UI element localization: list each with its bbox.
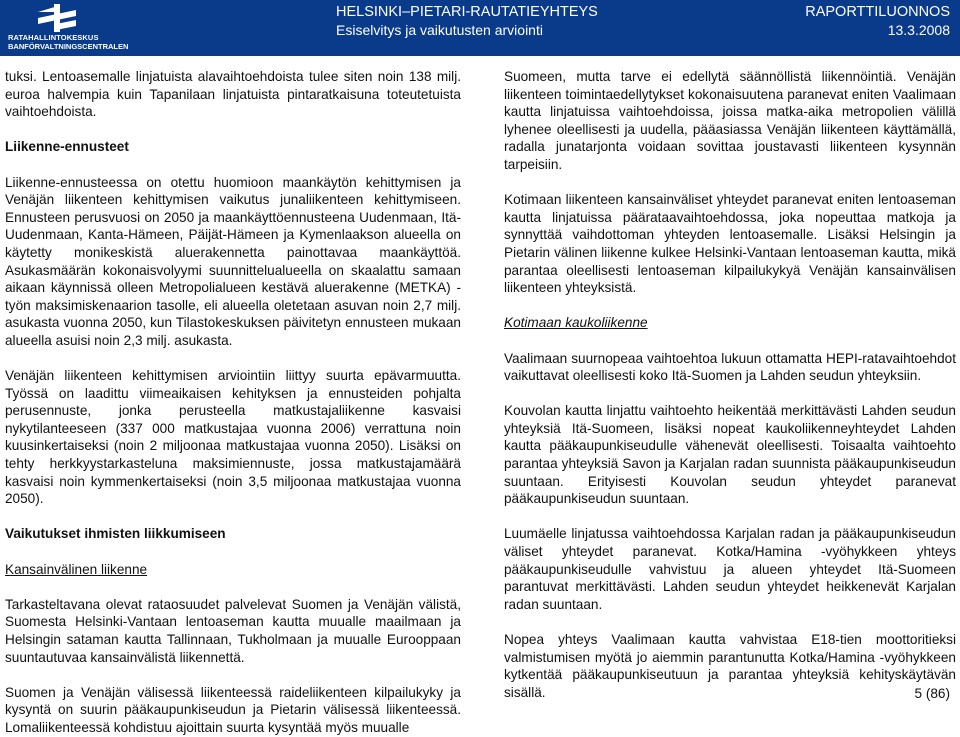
logo-text-fi: RATAHALLINTOKESKUS — [8, 33, 99, 42]
paragraph: Luumäelle linjatussa vaihtoehdossa Karjalan radan ja pääkaupunkiseudun väliset yhteydet paranevat. Kotka/Hamina -vyöhykkeen yhteys pääkaupunkiseudulle vahvistuu ja alueen yhteydet Itä-Suomeen parantuvat merkittävästi. Lahden seudun yhteydet heikkenevät Karjalan radan suuntaan. — [504, 526, 956, 612]
right-column — [504, 68, 956, 701]
paragraph: Suomen ja Venäjän välisessä liikenteessä raideliikenteen kilpailukyky ja kysyntä on suurin pääkaupunkiseudun ja Pietarin välisessä liikenteessä. Lomaliikenteessä kohdistuu ajoittain suurta kysyntää myös muualle — [5, 684, 461, 735]
paragraph: tuksi. Lentoasemalle linjatuista alavaihtoehdoista tulee siten noin 138 milj. euroa halvempia kuin Tapanilaan linjatuista pintaratkaisuna toteutetuista vaihtoehdoista. — [5, 69, 461, 120]
subsection-heading-domestic-long-distance: Kotimaan kaukoliikenne — [504, 315, 648, 331]
paragraph: Vaalimaan suurnopeaa vaihtoehtoa lukuun ottamatta HEPI-ratavaihtoehdot vaikuttavat oleellisesti koko Itä-Suomen ja Lahden seudun yhteyksiin. — [504, 350, 956, 384]
page-number: 5 (86) — [914, 686, 950, 701]
report-date: 13.3.2008 — [887, 22, 950, 38]
paragraph: Kotimaan liikenteen kansainväliset yhteydet paranevat eniten lentoaseman kautta linjatuissa päärataavaihtoehdossa, joka nopeuttaa matkoja ja synnyttää vaihdottoman yhteyden lentoasemalle. Lisäksi Helsingin ja Pietarin välinen liikenne kulkee Helsinki-Vantaan lentoaseman kautta, mikä parantaa oleellisesti lentoaseman kilpailukykyä Venäjän kansainvälisen liikenteen yhteyksistä. — [504, 192, 956, 296]
report-status-label: RAPORTTILUONNOS — [805, 4, 950, 20]
paragraph: Venäjän liikenteen kehittymisen arviointiin liittyy suurta epävarmuutta. Työssä on laadittu viimeaikaisen kehityksen ja ennusteiden pohjalta perusennuste, jonka perusteella matkustajaliikenne kasvaisi nykytilanteeseen (337 000 matkustajaa vuonna 2006) verrattuna noin kuusinkertaiseksi (noin 2 miljoonaa matkustajaa vuonna 2050). Lisäksi on tehty herkkyystarkasteluna maksimiennuste, jossa matkustajamäärä kasvaisi noin kymmenkertaiseksi (noin 3,5 miljoonaa matkustajaa vuonna 2050). — [5, 368, 461, 507]
left-column — [5, 68, 461, 737]
subsection-heading-international: Kansainvälinen liikenne — [5, 561, 148, 577]
logo-text-sv: BANFÖRVALTNINGSCENTRALEN — [8, 42, 129, 51]
paragraph: Suomeen, mutta tarve ei edellytä säännöllistä liikennöintiä. Venäjän liikenteen toimintaedellytykset kokonaisuutena paranevat eniten Vaalimaan kautta linjatuissa vaihtoehdoissa, joissa matka-aika metropolien välillä lyhenee oleellisesti ja uudella, pääasiassa Venäjän liikenteen käyttämällä, radalla junatarjonta voidaan sovittaa joustavasti liikenteen kysynnän tarpeisiin. — [504, 69, 956, 172]
paragraph: Nopea yhteys Vaalimaan kautta vahvistaa E18-tien moottoritieksi valmistumisen myötä jo aiemmin parantunutta Kotka/Hamina -vyöhykkeen kytkentää pääkaupunkiseutuun ja parantaa yhteyksiä kehityskäytävän sisällä. — [504, 632, 956, 700]
section-heading-mobility-impacts: Vaikutukset ihmisten liikkumiseen — [5, 526, 226, 542]
organization-logo — [6, 4, 129, 52]
page-header — [0, 0, 960, 56]
section-heading-traffic-forecast: Liikenne-ennusteet — [5, 139, 129, 155]
document-title: HELSINKI–PIETARI-RAUTATIEYHTEYS — [336, 4, 598, 20]
paragraph: Liikenne-ennusteessa on otettu huomioon maankäytön kehittymisen ja Venäjän liikenteen kehittymisen vaikutus junaliikenteen kehittymiseen. Ennusteen perusvuosi on 2050 ja maankäyttöennusteena Uudenmaan, Itä-Uudenmaan, Kanta-Hämeen, Päijät-Hämeen ja Kymenlaakson alueella on käytetty monikeskistä aluerakennetta painottavaa maankäyttöä. Asukasmäärän kokonaisvolyymi suunnittelualueella on skaalattu samaan aikaan käynnissä olleen Metropolialueen kestävä aluerakenne (METKA) -työn maksimiskenaarion tasolle, eli alueella oletetaan asuvan noin 2,7 milj. asukasta vuonna 2050, kun Tilastokeskuksen päivitetyn ennusteen mukaan alueella asuisi noin 2,3 milj. asukasta. — [5, 174, 461, 348]
paragraph: Tarkasteltavana olevat rataosuudet palvelevat Suomen ja Venäjän välistä, Suomesta Helsinki-Vantaan lentoaseman kautta muualle maailmaan ja Helsingin sataman kautta Tallinnaan, Tukholmaan ja muualle Eurooppaan suuntautuvaa kansainvälistä liikennettä. — [5, 596, 461, 665]
paragraph: Kouvolan kautta linjattu vaihtoehto heikentää merkittävästi Lahden seudun yhteyksiä Itä-Suomeen, lisäksi nopeat kaukoliikenneyhteydet Lahden kautta pääkaupunkiseudulle vähenevät oleellisesti. Toisaalta vaihtoehto parantaa yhteyksiä Savon ja Karjalan radan suunnista pääkaupunkiseudun suuntaan. Erityisesti Kouvolan seudun yhteydet paranevat pääkaupunkiseudun suuntaan. — [504, 403, 956, 507]
logo-emblem-icon — [36, 4, 78, 32]
document-subtitle: Esiselvitys ja vaikutusten arviointi — [336, 22, 543, 38]
